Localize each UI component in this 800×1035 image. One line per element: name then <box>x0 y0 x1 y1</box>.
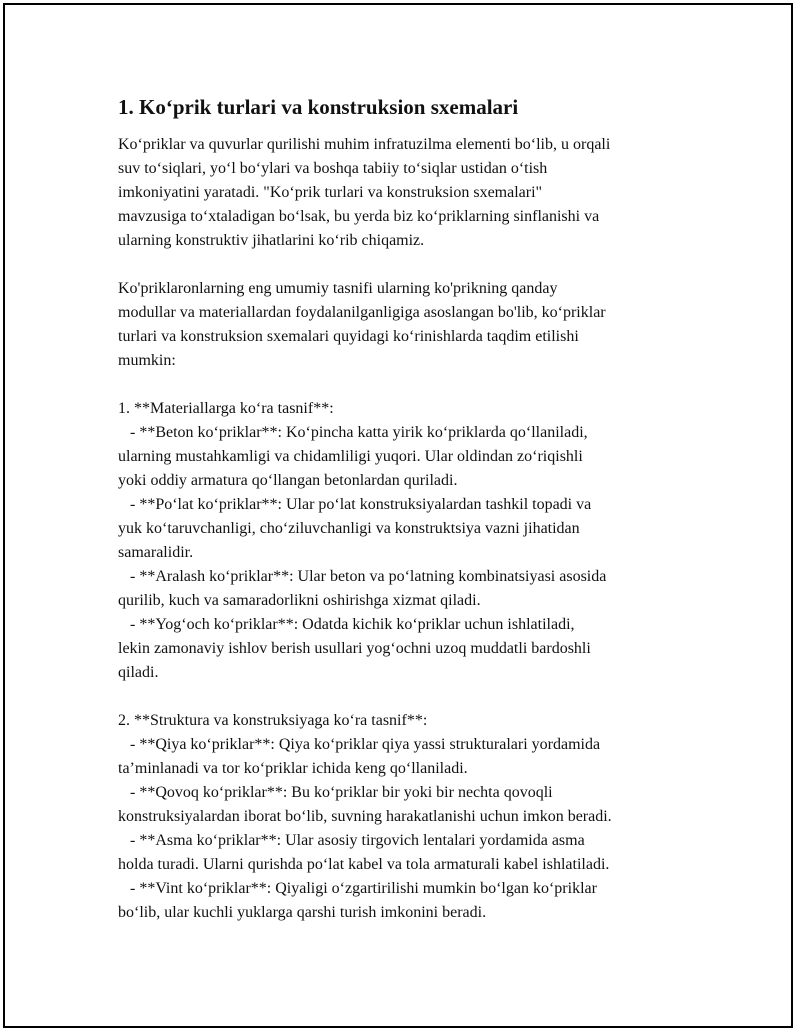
text-line: yuk ko‘taruvchanligi, cho‘ziluvchanligi va konstruktsiya vazni jihatidan <box>118 520 580 537</box>
materials-section <box>118 397 698 685</box>
list-heading: 2. **Struktura va konstruksiyaga ko‘ra tasnif**: <box>118 712 428 729</box>
list-heading: 1. **Materiallarga ko‘ra tasnif**: <box>118 400 334 417</box>
text-line: qiladi. <box>118 664 159 681</box>
text-line: modullar va materiallardan foydalanilganligiga asoslangan bo'lib, ko‘priklar <box>118 304 606 321</box>
text-line: lekin zamonaviy ishlov berish usullari yog‘ochni uzoq muddatli bardoshli <box>118 640 591 657</box>
text-line: imkoniyatini yaratadi. "Ko‘prik turlari va konstruksion sxemalari" <box>118 184 543 201</box>
list-item: - **Po‘lat ko‘priklar**: Ular po‘lat konstruksiyalardan tashkil topadi va <box>130 496 592 513</box>
text-line: ta’minlanadi va tor ko‘priklar ichida keng qo‘llaniladi. <box>118 760 468 777</box>
document-body <box>118 94 698 925</box>
text-line: ularning mustahkamligi va chidamliligi yuqori. Ular oldindan zo‘riqishli <box>118 448 583 465</box>
text-line: suv to‘siqlari, yo‘l bo‘ylari va boshqa tabiiy to‘siqlar ustidan o‘tish <box>118 160 548 177</box>
list-item: - **Yog‘och ko‘priklar**: Odatda kichik ko‘priklar uchun ishlatiladi, <box>130 616 575 633</box>
intro-paragraph <box>118 133 698 253</box>
list-item: - **Qovoq ko‘priklar**: Bu ko‘priklar bir yoki bir nechta qovoqli <box>130 784 553 801</box>
list-item: - **Qiya ko‘priklar**: Qiya ko‘priklar qiya yassi strukturalari yordamida <box>130 736 601 753</box>
text-line: samaralidir. <box>118 544 194 561</box>
list-item: - **Beton ko‘priklar**: Ko‘pincha katta yirik ko‘priklarda qo‘llaniladi, <box>130 424 588 441</box>
classification-paragraph <box>118 277 698 373</box>
text-line: ularning konstruktiv jihatlarini ko‘rib chiqamiz. <box>118 232 425 249</box>
text-line: turlari va konstruksion sxemalari quyidagi ko‘rinishlarda taqdim etilishi <box>118 328 579 345</box>
section-heading: 1. Ko‘prik turlari va konstruksion sxemalari <box>118 95 519 119</box>
text-line: mumkin: <box>118 352 176 369</box>
text-line: yoki oddiy armatura qo‘llangan betonlardan quriladi. <box>118 472 458 489</box>
list-item: - **Asma ko‘priklar**: Ular asosiy tirgovich lentalari yordamida asma <box>130 832 585 849</box>
text-line: mavzusiga to‘xtaladigan bo‘lsak, bu yerda biz ko‘priklarning sinflanishi va <box>118 208 600 225</box>
text-line: qurilib, kuch va samaradorlikni oshirishga xizmat qiladi. <box>118 592 481 609</box>
text-line: konstruksiyalardan iborat bo‘lib, suvning harakatlanishi uchun imkon beradi. <box>118 808 612 825</box>
text-line: holda turadi. Ularni qurishda po‘lat kabel va tola armaturali kabel ishlatiladi. <box>118 856 610 873</box>
text-line: Ko'priklaronlarning eng umumiy tasnifi ularning ko'prikning qanday <box>118 280 558 297</box>
text-line: bo‘lib, ular kuchli yuklarga qarshi turish imkonini beradi. <box>118 904 487 921</box>
list-item: - **Vint ko‘priklar**: Qiyaligi o‘zgartirilishi mumkin bo‘lgan ko‘priklar <box>130 880 597 897</box>
structure-section <box>118 709 698 925</box>
list-item: - **Aralash ko‘priklar**: Ular beton va po‘latning kombinatsiyasi asosida <box>130 568 607 585</box>
text-line: Ko‘priklar va quvurlar qurilishi muhim infratuzilma elementi bo‘lib, u orqali <box>118 136 611 153</box>
